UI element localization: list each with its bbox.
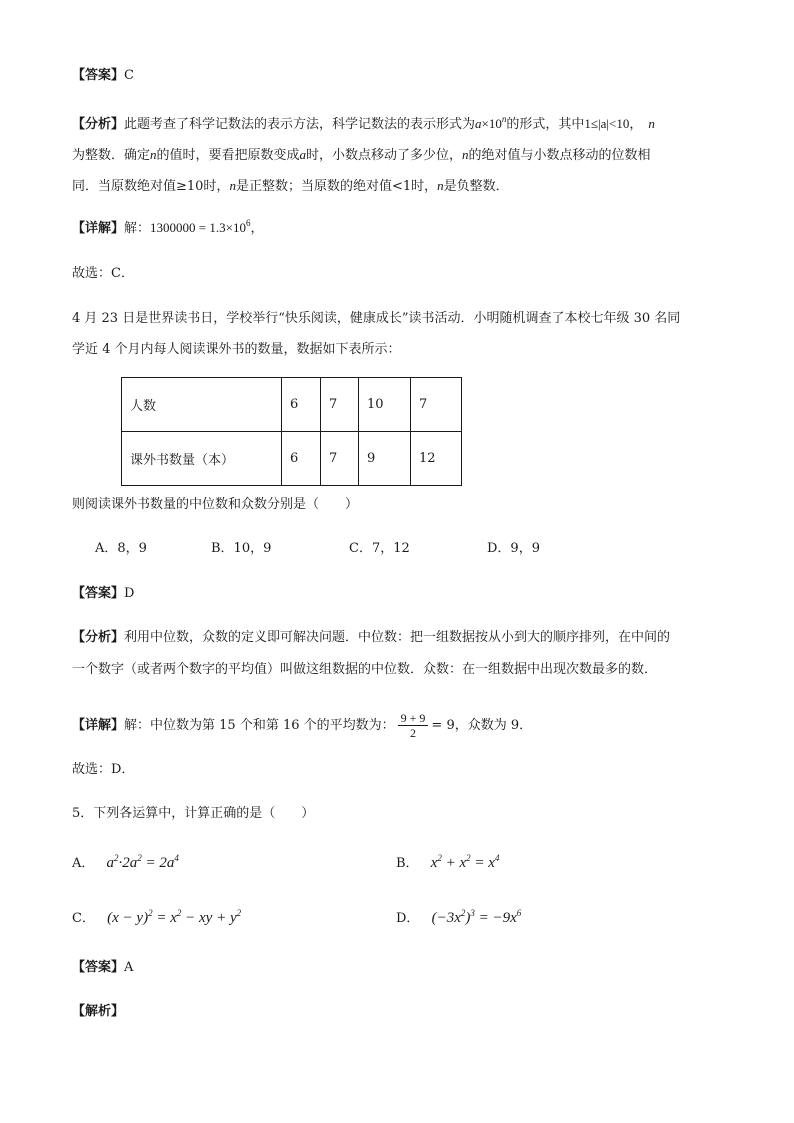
choice-text: 故选：D． [72,762,135,777]
analysis-text: 的形式，其中 [506,117,585,132]
math-times-ten: ×10 [481,116,502,131]
option-text: C．7，12 [349,541,410,556]
q4-question [72,495,358,515]
answer-label: 【答案】 [72,586,125,601]
option-d-formula: $(-3x^2)^3 = -9x^6$ [431,908,522,926]
option-label: D． [396,911,420,926]
analysis-text: 为整数．确定 [72,148,151,163]
table-cell: 7 [411,378,462,432]
parse-label: 【解析】 [72,1004,125,1019]
math-n: n [437,178,444,193]
math-a: a [299,147,307,162]
analysis-text: 时，小数点移动了多少位， [306,148,463,163]
detail-label: 【详解】 [72,221,125,236]
math-a: a [475,116,482,131]
option-d [396,908,521,929]
option-b [211,539,271,559]
detail-text: ， [250,221,264,236]
option-label: C． [72,911,95,926]
option-a [72,853,179,874]
math-n: n [150,147,157,162]
math-range: 1≤|a|<10 [584,116,630,131]
answer-value: A [124,960,134,975]
option-d [487,539,540,559]
q3-analysis-line-3 [72,176,509,197]
table-cell: 9 [359,432,411,486]
math-n: n [229,178,236,193]
answer-label: 【答案】 [72,960,125,975]
analysis-label: 【分析】 [72,630,125,645]
analysis-text: 利用中位数，众数的定义即可解决问题．中位数：把一组数据按从小到大的顺序排列，在中间的 [124,630,671,645]
option-a-formula: $a^2\cdot 2a^2 = 2a^4$ [106,853,179,871]
q3-detail [72,218,263,239]
table-row [122,432,462,486]
option-text: D．9，9 [487,541,540,556]
q3-choice [72,264,134,284]
option-label: B． [396,856,419,871]
table-cell: 人数 [122,378,282,432]
analysis-label: 【分析】 [72,117,125,132]
q4-stem-line-2 [72,340,401,360]
analysis-text: 的绝对值与小数点移动的位数相 [468,148,651,163]
option-c [72,908,241,929]
option-text: B．10，9 [211,541,272,556]
table-cell: 7 [321,432,359,486]
q4-analysis-line-1 [72,628,670,648]
q3-analysis-line-2 [72,145,651,166]
math-exponent: 6 [245,218,251,228]
option-c-formula: $(x - y)^2 = x^2$ − xy + $y^2$ [107,908,242,926]
choice-text: 故选：C． [72,266,134,281]
math-n: n [462,147,469,162]
question-text: 4 月 23 日是世界读书日，学校举行“快乐阅读，健康成长”读书活动．小明随机调查了本校七年级 30 名同 [72,311,681,326]
math-equation: 1300000 = 1.3×10 [150,220,246,235]
fraction [398,711,429,740]
option-b-formula: $x^2 + x^2 = x^4$ [430,853,500,871]
fraction-numerator: 9 + 9 [398,711,429,726]
q3-answer [72,66,134,86]
option-a [95,539,147,559]
table-cell: 课外书数量（本） [122,432,282,486]
table-row [122,378,462,432]
analysis-text: 是正整数；当原数的绝对值 [235,179,392,194]
detail-text: 解：中位数为第 15 个和第 16 个的平均数为： [124,718,395,733]
table-cell: 6 [282,378,321,432]
analysis-text: ， [629,117,643,132]
detail-text: 解： [124,221,151,236]
question-text: 5．下列各运算中，计算正确的是（ ） [72,806,315,821]
option-c [349,539,410,559]
math-exponent: n [501,114,507,124]
q4-choice [72,760,134,780]
math-n: n [648,116,655,131]
analysis-text: 一个数字（或者两个数字的平均值）叫做这组数据的中位数．众数：在一组数据中出现次数最多的数． [72,662,658,677]
q5-answer [72,958,133,978]
detail-text: = 9，众数为 9． [431,718,533,733]
table-cell: 10 [359,378,411,432]
analysis-text: 此题考查了科学记数法的表示方法，科学记数法的表示形式为 [124,117,476,132]
analysis-text: 的值时，要看把原数变成 [156,148,300,163]
detail-label: 【详解】 [72,718,125,733]
question-text: 则阅读课外书数量的中位数和众数分别是（ ） [72,497,359,512]
q5-stem [72,804,314,824]
answer-value: C [124,68,134,83]
option-label: A． [72,856,95,871]
q4-stem-line-1 [72,309,680,329]
option-text: A．8，9 [95,541,147,556]
analysis-text: 是负整数． [443,179,509,194]
table-cell: 7 [321,378,359,432]
q3-analysis-line-1 [72,114,655,135]
fraction-denominator: 2 [410,726,417,740]
answer-label: 【答案】 [72,68,125,83]
data-table [121,377,462,486]
option-b [396,853,499,874]
answer-value: D [124,586,135,601]
table-cell: 12 [411,432,462,486]
analysis-text: 同．当原数绝对值≥10时， [72,179,230,194]
q5-parse [72,1002,124,1022]
question-text: 学近 4 个月内每人阅读课外书的数量，数据如下表所示： [72,342,401,357]
q4-detail [72,708,532,744]
q4-analysis-line-2 [72,660,657,680]
q4-answer [72,584,134,604]
analysis-text: <1时， [391,179,438,194]
table-cell: 6 [282,432,321,486]
